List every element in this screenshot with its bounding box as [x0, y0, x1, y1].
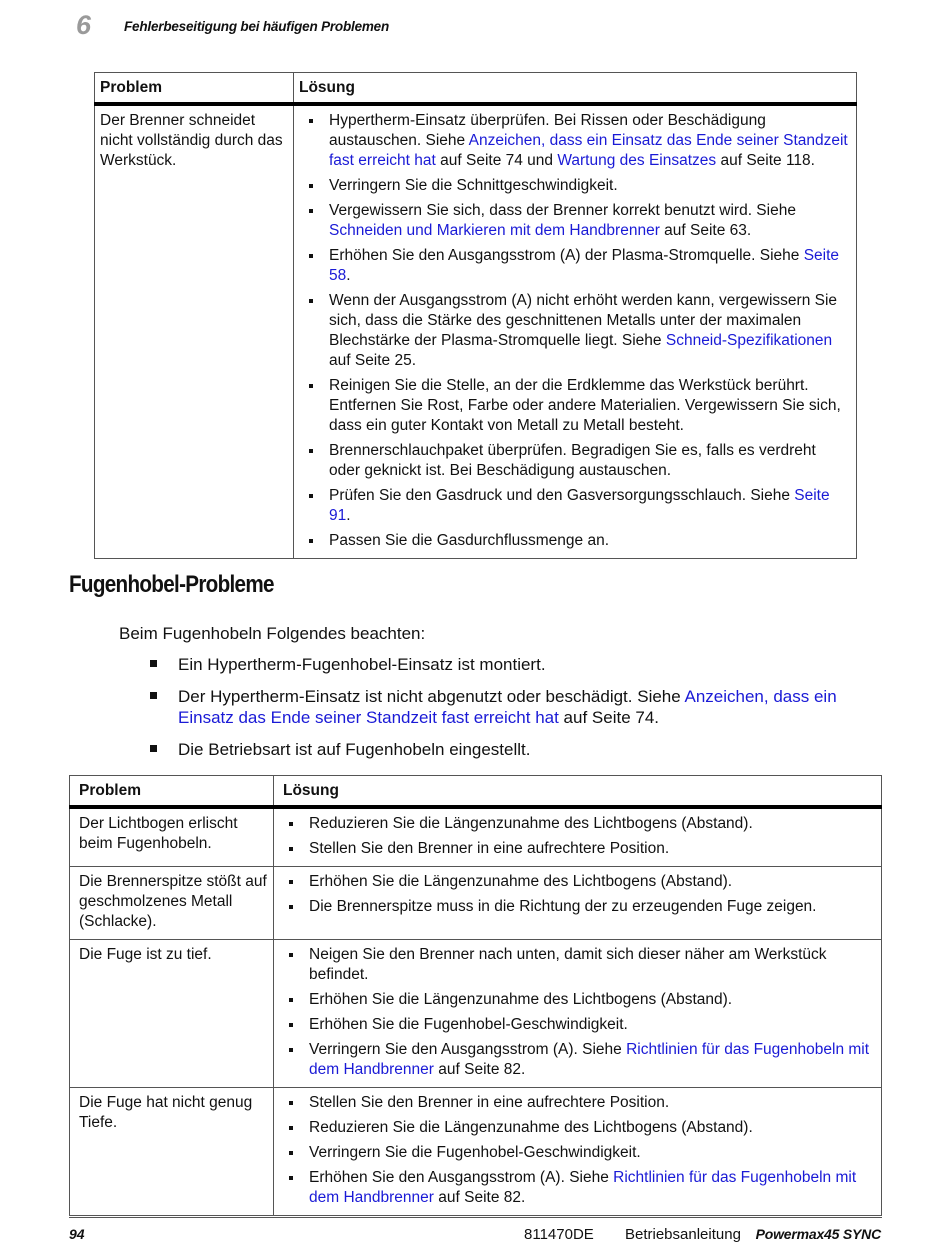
table-header-row — [70, 776, 882, 808]
text: auf Seite 82. — [433, 1189, 526, 1206]
text: auf Seite 25. — [329, 352, 417, 369]
solution-list — [283, 814, 875, 859]
solution-item: Reinigen Sie die Stelle, an der die Erdklemme das Werkstück berührt. Entfernen Sie Rost, Farbe oder andere Materialien. Vergewissern Sie sich, dass ein guter Kontakt von Metall zu Metall besteht. — [303, 376, 850, 436]
page-number: 94 — [69, 1226, 85, 1242]
table-row — [70, 807, 882, 867]
text: Prüfen Sie den Gasdruck und den Gasversorgungsschlauch. Siehe — [329, 487, 795, 504]
solution-item — [303, 486, 850, 526]
solution-item: Verringern Sie die Schnittgeschwindigkeit. — [303, 176, 850, 196]
chapter-number: 6 — [76, 10, 92, 40]
table-header-row — [95, 73, 857, 105]
solution-cell — [274, 940, 882, 1088]
solution-item — [283, 1168, 875, 1208]
solution-item: Reduzieren Sie die Längenzunahme des Lichtbogens (Abstand). — [283, 814, 875, 834]
link-cut-specifications[interactable]: Schneid-Spezifikationen — [665, 332, 833, 349]
section-intro: Beim Fugenhobeln Folgendes beachten: — [119, 624, 426, 643]
solution-item — [303, 291, 850, 371]
text: Wenn der Ausgangsstrom (A) nicht erhöht werden kann, vergewissern Sie sich, dass die Stärke des geschnittenen Metalls unter der maximalen Blechstärke der Plasma-Stromquelle liegt. Siehe — [329, 292, 838, 349]
problem-cell: Der Lichtbogen erlischt beim Fugenhobeln. — [70, 807, 274, 867]
link-consumable-maintenance[interactable]: Wartung des Einsatzes — [557, 152, 717, 169]
table-row — [70, 1088, 882, 1216]
solution-item: Stellen Sie den Brenner in eine aufrechtere Position. — [283, 1093, 875, 1113]
solution-item — [303, 111, 850, 171]
solution-item: Stellen Sie den Brenner in eine aufrechtere Position. — [283, 839, 875, 859]
table-row — [70, 940, 882, 1088]
list-item: Die Betriebsart ist auf Fugenhobeln eingestellt. — [150, 739, 870, 760]
text: Verringern Sie den Ausgangsstrom (A). Siehe — [309, 1041, 627, 1058]
section-title: Fugenhobel-Probleme — [69, 571, 274, 598]
table-row — [70, 867, 882, 940]
text: Der Hypertherm-Einsatz ist nicht abgenutzt oder beschädigt. Siehe — [178, 687, 685, 706]
text: auf Seite 82. — [433, 1061, 526, 1078]
text: Erhöhen Sie den Ausgangsstrom (A). Siehe — [309, 1169, 614, 1186]
gouging-problems-table — [69, 775, 882, 1216]
link-handheld-cutting[interactable]: Schneiden und Markieren mit dem Handbrenner — [329, 222, 660, 239]
text: . — [346, 507, 351, 524]
link-page-58[interactable]: Seite 58 — [329, 247, 840, 284]
column-header-problem: Problem — [95, 73, 294, 105]
problem-cell: Die Fuge ist zu tief. — [70, 940, 274, 1088]
solution-cell — [294, 104, 857, 559]
solution-item: Passen Sie die Gasdurchflussmenge an. — [303, 531, 850, 551]
link-page-91[interactable]: Seite 91 — [329, 487, 830, 524]
column-header-solution: Lösung — [294, 73, 857, 105]
column-header-problem: Problem — [70, 776, 274, 808]
solution-item: Erhöhen Sie die Fugenhobel-Geschwindigkeit. — [283, 1015, 875, 1035]
text: auf Seite 118. — [716, 152, 815, 169]
link-gouging-guidelines[interactable]: Richtlinien für das Fugenhobeln mit dem Handbrenner — [309, 1169, 857, 1206]
solution-cell — [274, 807, 882, 867]
solution-item — [303, 246, 850, 286]
solution-cell — [274, 1088, 882, 1216]
solution-list — [283, 945, 875, 1080]
problem-cell: Die Fuge hat nicht genug Tiefe. — [70, 1088, 274, 1216]
document-number: 811470DE — [524, 1226, 594, 1243]
document-type: Betriebsanleitung — [625, 1226, 741, 1243]
problem-cell: Die Brennerspitze stößt auf geschmolzenes Metall (Schlacke). — [70, 867, 274, 940]
product-name: Powermax45 SYNC — [755, 1226, 881, 1242]
link-consumable-end-of-life[interactable]: Anzeichen, dass ein Einsatz das Ende seiner Standzeit fast erreicht hat — [329, 132, 848, 169]
chapter-title: Fehlerbeseitigung bei häufigen Problemen — [124, 19, 390, 34]
prerequisite-list — [150, 654, 870, 771]
solution-item: Brennerschlauchpaket überprüfen. Begradigen Sie es, falls es verdreht oder geknickt ist. Bei Beschädigung austauschen. — [303, 441, 850, 481]
table-row — [95, 104, 857, 559]
link-consumable-end-of-life[interactable]: Anzeichen, dass ein Einsatz das Ende seiner Standzeit fast erreicht hat — [178, 687, 837, 727]
text: auf Seite 63. — [659, 222, 752, 239]
list-item: Ein Hypertherm-Fugenhobel-Einsatz ist montiert. — [150, 654, 870, 675]
solution-item: Neigen Sie den Brenner nach unten, damit sich dieser näher am Werkstück befindet. — [283, 945, 875, 985]
cutting-problems-table — [94, 72, 857, 559]
solution-list — [303, 111, 850, 551]
solution-list — [283, 872, 875, 917]
solution-cell — [274, 867, 882, 940]
text: . — [346, 267, 351, 284]
text: Vergewissern Sie sich, dass der Brenner korrekt benutzt wird. Siehe — [329, 202, 796, 219]
problem-cell: Der Brenner schneidet nicht vollständig durch das Werkstück. — [95, 104, 294, 559]
text: Hypertherm-Einsatz überprüfen. Bei Rissen oder Beschädigung austauschen. Siehe — [329, 112, 766, 149]
solution-item — [283, 1040, 875, 1080]
solution-item: Verringern Sie die Fugenhobel-Geschwindigkeit. — [283, 1143, 875, 1163]
text: auf Seite 74. — [558, 708, 660, 727]
solution-item — [303, 201, 850, 241]
solution-item: Reduzieren Sie die Längenzunahme des Lichtbogens (Abstand). — [283, 1118, 875, 1138]
solution-item: Erhöhen Sie die Längenzunahme des Lichtbogens (Abstand). — [283, 872, 875, 892]
list-item — [150, 686, 870, 728]
solution-item: Erhöhen Sie die Längenzunahme des Lichtbogens (Abstand). — [283, 990, 875, 1010]
link-gouging-guidelines[interactable]: Richtlinien für das Fugenhobeln mit dem Handbrenner — [309, 1041, 870, 1078]
solution-item: Die Brennerspitze muss in die Richtung der zu erzeugenden Fuge zeigen. — [283, 897, 875, 917]
column-header-solution: Lösung — [274, 776, 882, 808]
text: Erhöhen Sie den Ausgangsstrom (A) der Plasma-Stromquelle. Siehe — [329, 247, 804, 264]
footer-divider — [69, 1217, 882, 1218]
solution-list — [283, 1093, 875, 1208]
text: auf Seite 74 und — [435, 152, 558, 169]
